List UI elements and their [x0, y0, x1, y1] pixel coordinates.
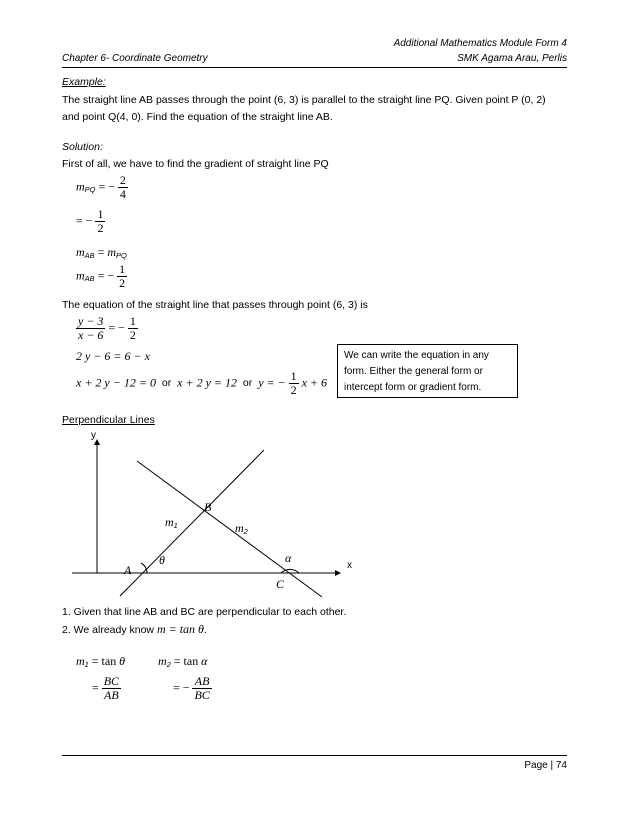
solution-intro: First of all, we have to find the gradient of straight line PQ — [62, 158, 329, 170]
note-line-1: We can write the equation in any — [344, 350, 489, 361]
alpha-label: α — [285, 551, 292, 565]
m1-fraction: = $\frac{BC}{AB}$ — [92, 674, 120, 702]
perpendicular-title: Perpendicular Lines — [62, 414, 155, 426]
solution-label: Solution: — [62, 141, 103, 153]
point-c-label: C — [276, 577, 285, 591]
point-b-label: B — [204, 500, 212, 514]
theta-label: θ — [159, 553, 165, 567]
alpha-arc — [281, 569, 299, 573]
equation-mpq: mPQ = − $\frac{2}{4}$ — [76, 173, 126, 201]
m2-tan-equation: m2 = tan α — [158, 654, 208, 669]
perpendicular-item-2: 2. We already know m = tan θ. — [62, 622, 207, 636]
footer-rule — [62, 755, 567, 756]
equation-mab: mAB = − $\frac{1}{2}$ — [76, 262, 126, 290]
equation-simplified: = − $\frac{1}{2}$ — [76, 207, 104, 235]
example-label: Example: — [62, 76, 106, 88]
equation-point-gradient: $\frac{y - 3}{x - 6}$ = − $\frac{1}{2}$ — [78, 314, 136, 342]
page-number: Page | 74 — [524, 760, 567, 771]
y-axis-label: y — [91, 430, 96, 441]
equation-forms: x + 2 y − 12 = 0 or x + 2 y = 12 or y = − $\frac{1}{2}$ x + 6 — [76, 369, 327, 397]
note-line-3: intercept form or gradient form. — [344, 382, 482, 393]
school-name: SMK Agama Arau, Perlis — [457, 53, 567, 64]
equation-mab-equals-mpq: mAB = mPQ — [76, 245, 127, 260]
equation-cross-multiplied: 2 y − 6 = 6 − x — [76, 349, 150, 363]
chapter-title: Chapter 6- Coordinate Geometry — [62, 53, 208, 64]
m2-fraction: = − $\frac{AB}{BC}$ — [173, 674, 210, 702]
note-line-2: form. Either the general form or — [344, 366, 483, 377]
perpendicular-item-1: 1. Given that line AB and BC are perpendicular to each other. — [62, 606, 347, 618]
example-line-2: and point Q(4, 0). Find the equation of the straight line AB. — [62, 111, 333, 123]
m2-label: m2 — [235, 521, 248, 536]
module-title: Additional Mathematics Module Form 4 — [393, 38, 567, 49]
m1-label: m1 — [165, 515, 178, 530]
point-a-label: A — [124, 563, 132, 577]
x-axis-label: x — [347, 560, 352, 571]
line-equation-text: The equation of the straight line that passes through point (6, 3) is — [62, 299, 368, 311]
example-line-1: The straight line AB passes through the point (6, 3) is parallel to the straight line PQ. Given point P (0, 2) — [62, 94, 546, 106]
m1-tan-equation: m1 = tan θ — [76, 654, 126, 669]
